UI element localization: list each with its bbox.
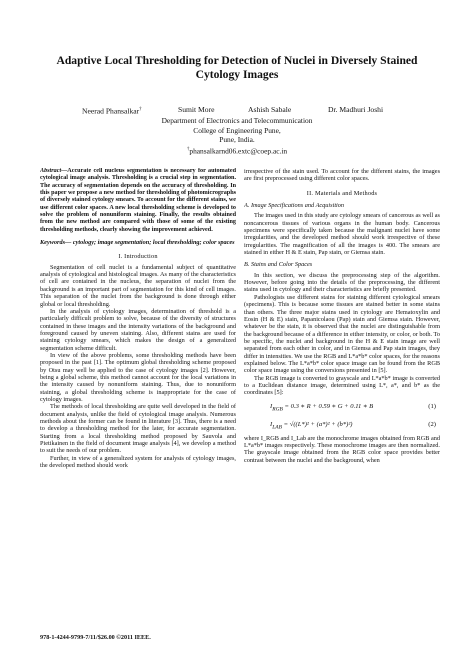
author-1-name: Neerad Phansalkar (82, 106, 140, 116)
author-3: Ashish Sabale (248, 105, 292, 114)
subsection-b-paragraph: The RGB image is converted to grayscale and L*a*b* image is converted to a Euclidean distance image, determined using L*, a*, and b* as the coordinates [5]: (244, 374, 440, 397)
author-1-sup: † (139, 107, 142, 112)
title-line-2: Cytology Images (195, 68, 279, 81)
equation-1-number: (1) (428, 402, 436, 410)
subsection-a-text: The images used in this study are cytology smears of cancerous as well as noncancerous tissues of various organs in the human body. Cancerous specimens were specifically taken because the malignant nuclei have some irregularities, and the developed method should work irrespective of these irregularities. The magnification of all the images is 400. The smears are stained in either H & E stain, Pap stain, or Giemsa stain. (244, 212, 440, 257)
section-heading-introduction: I. Introduction (118, 253, 158, 261)
affiliation-email-line (120, 145, 354, 156)
equation-1-body (270, 403, 373, 414)
equation-1 (244, 400, 440, 415)
right-column (244, 168, 440, 608)
eq2-rhs: = √((L*)² + (a*)² + (b*)²) (281, 420, 353, 428)
subsection-b-paragraph: In this section, we discuss the preprocessing step of the algorithm. However, before going into the details of the preprocessing, the different stains used in cytology and their characteristics are briefly presented. (244, 271, 440, 294)
after-equation-text: where I_RGB and I_Lab are the monochrome images obtained from RGB and L*a*b* images respectively. These monochrome images are then normalized. The grayscale image obtained from the RGB color space provides better contrast between the nuclei and the background, when (244, 434, 440, 464)
keywords-text: cytology; image segmentation; local thresholding; color spaces (71, 239, 235, 247)
title-line-1: Adaptive Local Thresholding for Detection of Nuclei in Diversely Stained (56, 54, 418, 67)
author-list (0, 104, 474, 116)
eq1-sub: RGB (272, 405, 283, 412)
section-heading-methods: II. Materials and Methods (306, 189, 378, 197)
intro-paragraph: The methods of local thresholding are quite well developed in the field of document analysis, unlike the field of cytological image analysis. Numerous methods about the former can be found in literature [3]. Thus, there is a need to develop a thresholding method for the later, for accurate segmentation. Starting from a local thresholding method proposed by Sauvola and Pietikainen in the field of document image analysis [4], we develop a method to suit the needs of our problem. (40, 403, 236, 455)
intro-paragraph: In view of the above problems, some thresholding methods have been proposed in the past [1]. The optimum global thresholding scheme proposed by Otsu may well be applied to the case of cytology images [2]. However, being a global scheme, this method cannot account for the local variations in the intensity caused by nonuniform staining. Thus, due to nonuniform staining, a global thresholding scheme is inappropriate for the case of cytology images. (40, 351, 236, 403)
intro-paragraph: Segmentation of cell nuclei is a fundamental subject of quantitative analysis of cytological and histological images. As many of the characteristics of cell are contained in the nucleus, the separation of nuclei from the background is an important part of segmentation for this kind of cell images. This separation of the nuclei from the background is done through either global or local thresholding. (40, 263, 236, 308)
affiliation (120, 116, 354, 156)
left-column (40, 168, 236, 608)
copyright-footer: 978-1-4244-9799-7/11/$26.00 ©2011 IEEE. (40, 634, 151, 641)
abstract-lead: Abstract (40, 168, 62, 174)
eq1-rhs: = 0.3 ∗ R + 0.59 ∗ G + 0.11 ∗ B (282, 402, 374, 410)
equation-2-body (270, 421, 353, 432)
author-4: Dr. Madhuri Joshi (328, 105, 384, 114)
affiliation-dept: Department of Electronics and Telecommunication (161, 116, 313, 125)
affiliation-college: College of Engineering Pune, (193, 125, 281, 135)
intro-paragraph: Further, in view of a generalized system for analysis of cytology images, the developed method should work (40, 454, 236, 470)
eq2-lhs: I (270, 420, 273, 428)
equation-2-number: (2) (428, 420, 436, 428)
keywords-lead: Keywords— (40, 239, 72, 247)
intro-paragraph: In the analysis of cytology images, determination of threshold is a particularly difficult problem to solve, because of the diversity of structures contained in these images and the intensity variations of the background and foreground caused by uneven staining. Also, different stains are used for staining cytology smears, which makes the design of a generalized segmentation scheme difficult. (40, 307, 236, 352)
abstract-text: —Accurate cell nucleus segmentation is necessary for automated cytological image analysis. Thresholding is a crucial step in segmentation. The accuracy of segmentation depends on the accuracy of thresholding. In this paper we propose a new method for thresholding of photomicrographs of diversely stained cytology smears. To account for the different stains, we use different color spaces. A new local thresholding scheme is developed to solve the problem of nonuniform staining. Finally, the results obtained from the new method are compared with those of some of the existing thresholding methods, clearly showing the improvement achieved. (40, 168, 236, 233)
keywords (40, 239, 236, 246)
abstract (40, 168, 236, 234)
affiliation-city: Pune, India. (219, 135, 255, 145)
subsection-heading-a: A. Image Specifications and Acquisition (244, 202, 345, 210)
eq1-lhs: I (270, 402, 273, 410)
equation-2 (244, 418, 440, 433)
affiliation-email: phansalkarnd06.extc@coep.ac.in (189, 146, 288, 156)
right-intro-text: irrespective of the stain used. To account for the different stains, the images are first preprocessed using different color spaces. (244, 168, 440, 183)
author-2: Sumit More (178, 105, 215, 114)
email-sup: † (186, 146, 190, 152)
eq2-sub: LAB (272, 423, 282, 430)
subsection-heading-b: B. Stains and Color Spaces (244, 261, 313, 269)
paper-title (40, 54, 434, 82)
subsection-b-paragraph: Pathologists use different stains for staining different cytological smears (specimens). This is because some tissues are stained better in some stains than others. The three major stains used in cytology are Hematoxylin and Eosin (H & E) stain, Papanicolaou (Pap) stain and Giemsa stain. However, whatever be the stain, it is observed that the nuclei are distinguishable from the background because of a difference in either intensity, or color, or both. To be specific, the nuclei and background in the H & E stain image are well separated from each other in color, and in Giemsa and Pap stain images, they differ in intensities. We use the RGB and L*a*b* color spaces, for the reasons explained below. The L*a*b* color space image can be found from the RGB color space image using the conversions presented in [5]. (244, 293, 440, 375)
